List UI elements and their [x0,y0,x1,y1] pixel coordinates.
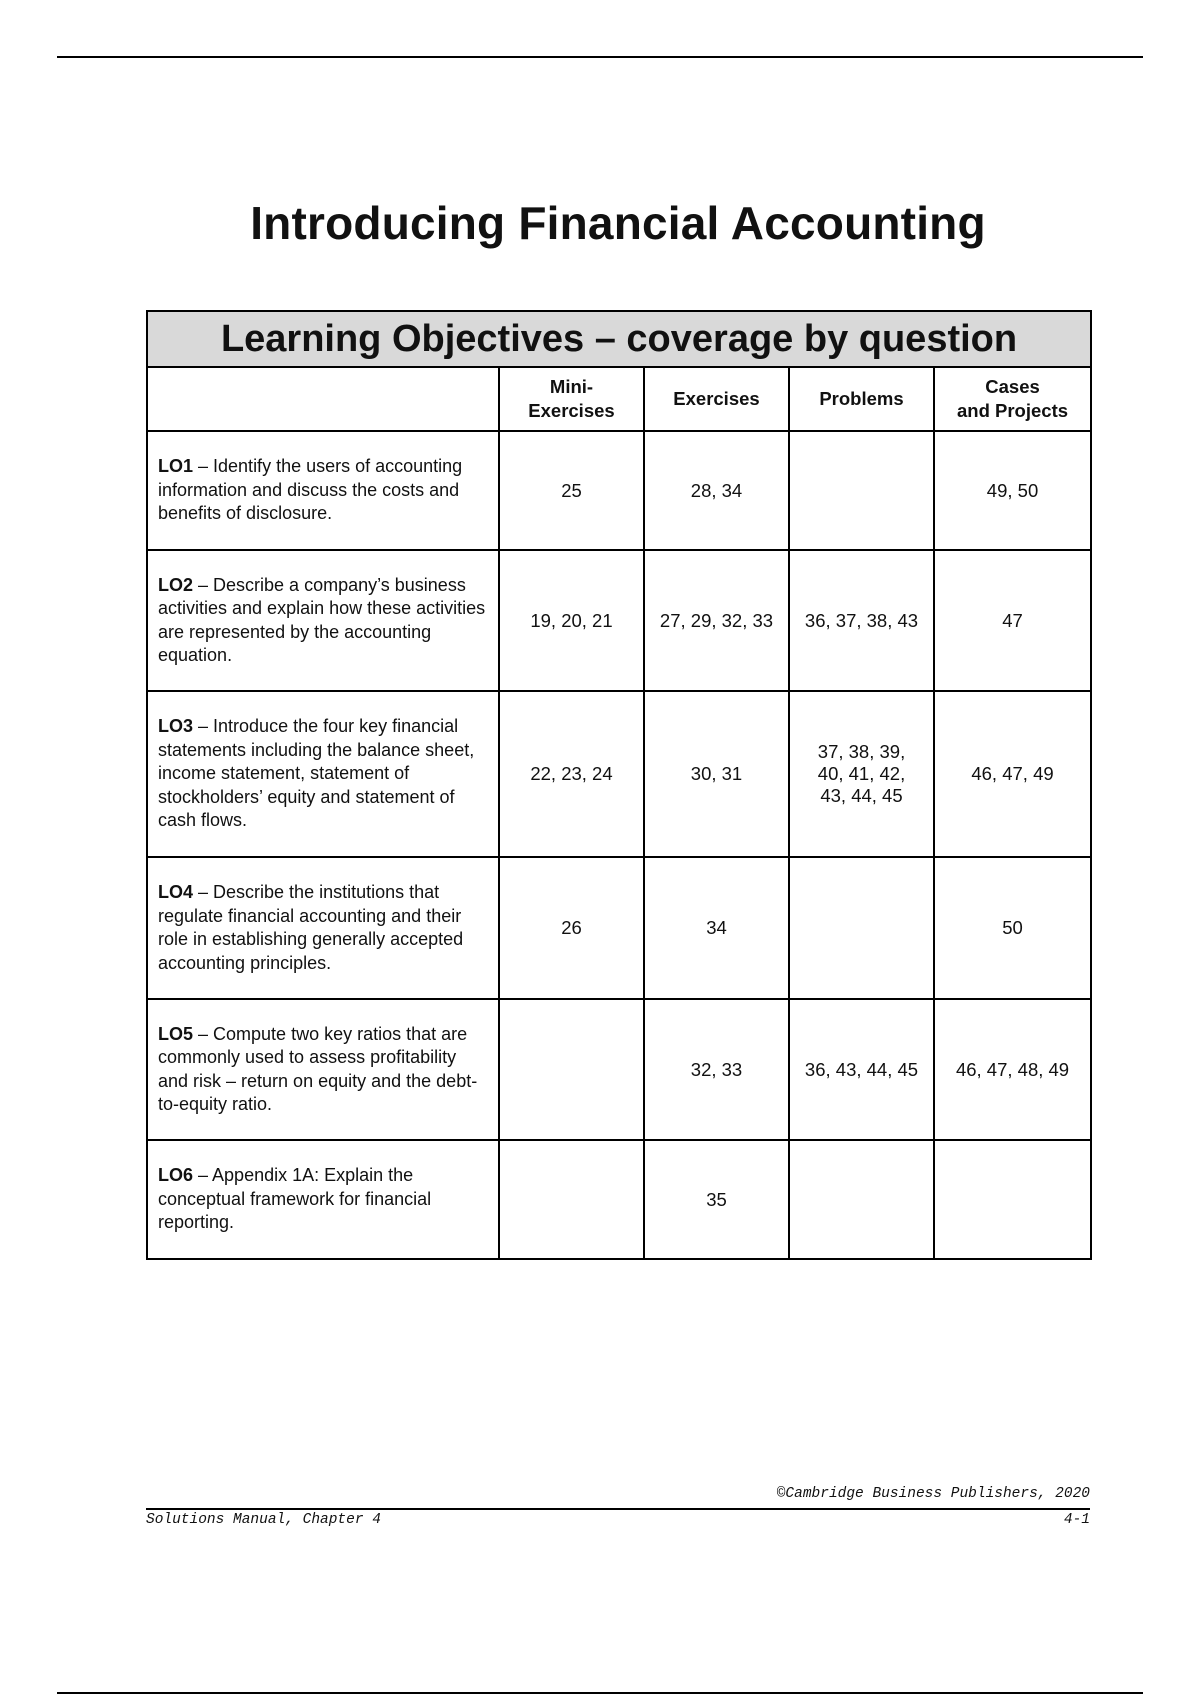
objective-id: LO3 [158,716,194,737]
objective-text: – Compute two key ratios that are commonly used to assess profitability and risk – return on equity and the debt-to-equity ratio. [158,1023,478,1114]
exercises-cell: 34 [644,857,789,999]
problems-cell: 36, 37, 38, 43 [789,550,934,691]
column-header-exercises: Exercises [644,367,789,431]
learning-objectives-table [146,310,1092,1260]
footer-rule [146,1508,1090,1510]
problems-cell [789,857,934,999]
page-title: Introducing Financial Accounting [250,197,986,249]
table-row [147,431,1091,550]
footer-manual-label: Solutions Manual, Chapter 4 [146,1512,381,1528]
objective-id: LO5 [158,1023,194,1044]
exercises-cell: 30, 31 [644,691,789,857]
column-header-cases-projects: Cases and Projects [934,367,1091,431]
page-number: 4-1 [1063,1512,1090,1528]
mini-exercises-cell: 25 [499,431,644,550]
objective-id: LO2 [158,574,194,595]
cases-projects-cell: 46, 47, 48, 49 [934,999,1091,1140]
table-banner: Learning Objectives – coverage by question [147,311,1091,367]
objective-description [147,999,499,1140]
objective-text: – Describe the institutions that regulate financial accounting and their role in establishing generally accepted accounting principles. [158,882,464,973]
copyright-notice: ©Cambridge Business Publishers, 2020 [776,1486,1090,1502]
exercises-cell: 32, 33 [644,999,789,1140]
exercises-cell: 27, 29, 32, 33 [644,550,789,691]
cases-projects-cell: 49, 50 [934,431,1091,550]
cases-projects-cell: 47 [934,550,1091,691]
mini-exercises-cell: 19, 20, 21 [499,550,644,691]
bottom-rule [57,1692,1143,1694]
problems-cell: 36, 43, 44, 45 [789,999,934,1140]
mini-exercises-cell [499,999,644,1140]
objective-text: – Introduce the four key financial statements including the balance sheet, income statement, statement of stockholders’ equity and statement of cash flows. [158,716,475,831]
objective-description [147,857,499,999]
table-row [147,550,1091,691]
objective-id: LO4 [158,882,194,902]
objective-id: LO1 [158,456,194,477]
problems-cell [789,1140,934,1259]
column-header-problems: Problems [789,367,934,431]
exercises-cell: 28, 34 [644,431,789,550]
cases-projects-cell: 46, 47, 49 [934,691,1091,857]
column-header-objective [147,367,499,431]
problems-cell: 37, 38, 39, 40, 41, 42, 43, 44, 45 [789,691,934,857]
table-row [147,999,1091,1140]
mini-exercises-cell: 26 [499,857,644,999]
cases-projects-cell: 50 [934,857,1091,999]
objective-description [147,691,499,857]
mini-exercises-cell: 22, 23, 24 [499,691,644,857]
cases-projects-cell [934,1140,1091,1259]
top-rule [57,56,1143,58]
objective-description [147,550,499,691]
objective-description [147,431,499,550]
exercises-cell: 35 [644,1140,789,1259]
mini-exercises-cell [499,1140,644,1259]
table-row [147,1140,1091,1259]
objective-description [147,1140,499,1259]
table-row [147,691,1091,857]
column-header-mini-exercises: Mini- Exercises [499,367,644,431]
objective-text: – Identify the users of accounting information and discuss the costs and benefits of disclosure. [158,456,463,524]
objective-text: – Describe a company’s business activities and explain how these activities are represented by the accounting equation. [158,574,486,665]
table-row [147,857,1091,999]
objective-text: – Appendix 1A: Explain the conceptual framework for financial reporting. [158,1165,432,1233]
problems-cell [789,431,934,550]
objective-id: LO6 [158,1165,194,1186]
